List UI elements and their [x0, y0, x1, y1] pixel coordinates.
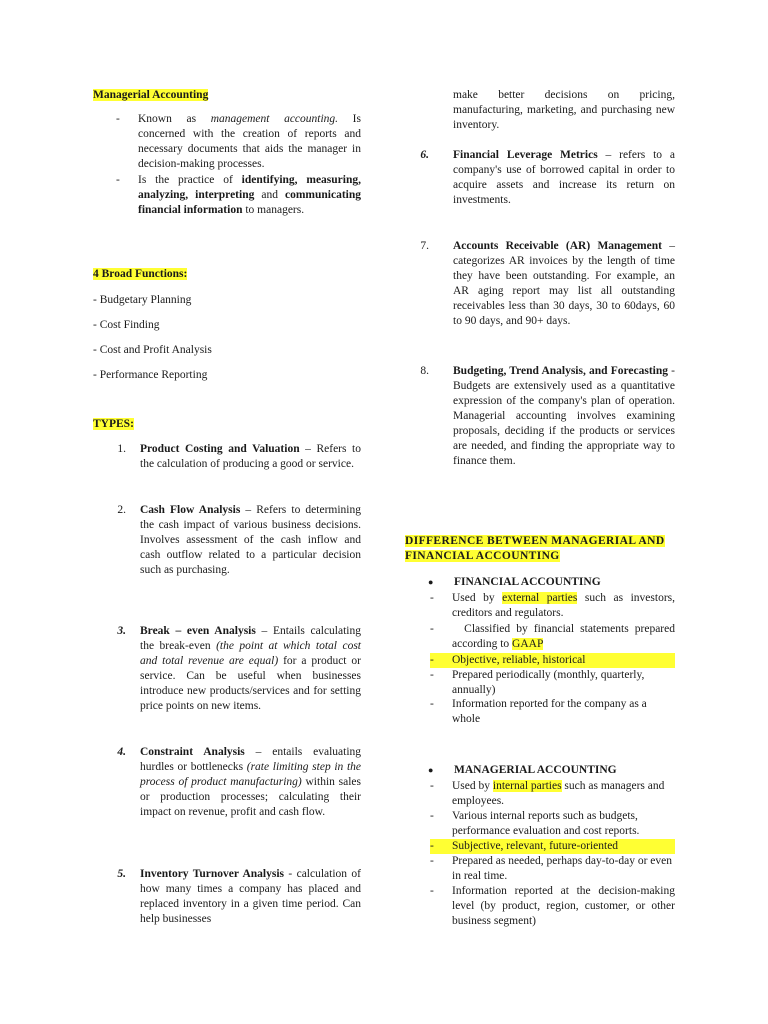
type-item-2 [102, 503, 361, 578]
item-pre: Used by [452, 780, 493, 792]
item-text: Information reported at the decision-making level (by product, region, customer, or other business segment) [452, 885, 675, 927]
managerial-item-2 [430, 809, 675, 839]
dash-marker: - [430, 654, 434, 666]
types-heading [93, 417, 134, 432]
item-text: Prepared as needed, perhaps day-to-day or even in real time. [452, 855, 672, 882]
managerial-title: MANAGERIAL ACCOUNTING [454, 764, 617, 776]
item-post: such as investors, creditors and regulators. [452, 592, 676, 619]
dash-marker: - [430, 592, 434, 604]
managerial-item-3 [430, 839, 675, 854]
item-pre: Used by [452, 592, 503, 604]
type-item-5 [102, 867, 361, 927]
type-title: Cash Flow Analysis [140, 504, 241, 516]
type-number: 7. [420, 240, 429, 252]
type-number: 3. [117, 625, 126, 637]
intro-item-2 [116, 173, 361, 218]
item-pre: Classified by financial statements prepared according to [452, 623, 678, 650]
item-highlight: external parties [502, 592, 578, 604]
type-desc-pre: Entails calculating the break-even [140, 625, 361, 652]
dash-marker: - [430, 840, 434, 852]
type-number: 4. [117, 746, 126, 758]
functions-heading-text: 4 Broad Functions: [93, 268, 188, 280]
intro-2-bold2: communicating financial information [138, 189, 361, 216]
dash-marker: - [116, 113, 120, 125]
item-text: Various internal reports such as budgets, performance evaluation and cost reports. [452, 810, 640, 837]
dash-marker: - [430, 698, 434, 710]
function-item: - Budgetary Planning [93, 294, 192, 306]
financial-item-1 [430, 591, 675, 621]
dash-marker: - [430, 855, 434, 867]
type-desc-pre: entails evaluating hurdles or bottlenecks [140, 746, 362, 773]
type-number: 2. [117, 504, 126, 516]
difference-heading-text: DIFFERENCE BETWEEN MANAGERIAL AND FINANCIAL ACCOUNTING [405, 535, 665, 562]
dash-marker: - [430, 780, 434, 792]
type-title: Break – even Analysis [140, 625, 256, 637]
intro-2-mid: and [254, 189, 285, 201]
heading-managerial-accounting [93, 88, 208, 103]
function-item: - Cost Finding [93, 319, 160, 331]
item-text: Prepared periodically (monthly, quarterly, annually) [452, 669, 645, 696]
functions-heading [93, 267, 187, 282]
type-desc-em: (the point at which total cost and total revenue are equal) [140, 640, 361, 667]
type-item-8 [405, 364, 675, 469]
type-number: 1. [117, 443, 126, 455]
type-title: Financial Leverage Metrics [453, 149, 598, 161]
intro-2-post: to managers. [242, 204, 305, 216]
type-desc: categorizes AR invoices by the length of time they have been outstanding. For example, an AR aging report may list all outstanding receivables less than 30 days, 30 to 60days, 60 to 90 days, and 90+ days. [453, 255, 675, 327]
function-item: - Cost and Profit Analysis [93, 344, 212, 356]
managerial-item-1 [430, 779, 675, 809]
type-number: 8. [420, 365, 429, 377]
dash-marker: - [116, 174, 120, 186]
type-desc: Budgets are extensively used as a quantitative expression of the company's plan of operation. Managerial accounting involves examining proposals, deciding if the products or services are needed, and finding the appropriate way to finance them. [453, 380, 675, 467]
type-sep: – [299, 443, 317, 455]
financial-title: FINANCIAL ACCOUNTING [454, 576, 601, 588]
bullet-icon: ● [428, 577, 434, 587]
type-title: Constraint Analysis [140, 746, 245, 758]
item-highlight: Subjective, relevant, future-oriented [452, 840, 619, 852]
financial-item-4 [430, 668, 675, 698]
intro-2-pre: Is the practice of [138, 174, 242, 186]
managerial-item-4 [430, 854, 675, 884]
type-sep: - [668, 365, 675, 377]
intro-1-em: management accounting. [210, 113, 339, 125]
type-number: 5. [117, 868, 126, 880]
dash-marker: - [430, 623, 434, 635]
financial-item-2 [430, 622, 678, 652]
financial-item-5 [430, 697, 675, 727]
type-sep: – [597, 149, 620, 161]
type-desc: refers to a company's use of borrowed capital in order to acquire assets and increase its return on investments. [453, 149, 675, 206]
type-sep: – [240, 504, 257, 516]
item-text: Information reported for the company as a whole [452, 698, 647, 725]
financial-item-3 [430, 653, 675, 668]
type-item-7 [405, 239, 675, 329]
dash-marker: - [430, 885, 434, 897]
managerial-title-row [428, 763, 675, 778]
type-sep: – [661, 240, 676, 252]
type-desc: Refers to the calculation of producing a good or service. [140, 443, 361, 470]
item-post: such as managers and employees. [452, 780, 665, 807]
type-desc: calculation of how many times a company has placed and replaced inventory in a given time period. Can help businesses [140, 868, 361, 925]
item-highlight: internal parties [492, 780, 562, 792]
intro-1-post: Is concerned with the creation of reports and necessary documents that aids the manager in decision-making processes. [138, 113, 361, 170]
dash-marker: - [430, 810, 434, 822]
financial-title-row [428, 575, 675, 590]
type-item-3 [102, 624, 361, 714]
type-sep: – [255, 625, 273, 637]
type-sep: – [244, 746, 273, 758]
dash-marker: - [430, 669, 434, 681]
type-number: 6. [420, 149, 429, 161]
type-title: Inventory Turnover Analysis [140, 868, 285, 880]
type-sep: - [284, 868, 297, 880]
intro-item-1 [116, 112, 361, 172]
types-heading-text: TYPES: [93, 418, 134, 430]
difference-heading [405, 534, 675, 564]
managerial-item-5 [430, 884, 675, 929]
item-highlight: Objective, reliable, historical [452, 654, 586, 666]
type-item-4 [102, 745, 361, 820]
type-item-6 [405, 148, 675, 208]
type-title: Product Costing and Valuation [140, 443, 300, 455]
type-desc-post: within sales or production processes; calculating their impact on revenue, profit and cash flow. [140, 776, 361, 818]
heading-text: Managerial Accounting [93, 89, 209, 101]
type-desc: Refers to determining the cash impact of various business decisions. Involves assessment of the cash inflow and cash outflow related to a particular decision such as purchasing. [140, 504, 361, 576]
function-item: - Performance Reporting [93, 369, 208, 381]
type-title: Budgeting, Trend Analysis, and Forecasting [453, 365, 668, 377]
intro-2-bold: identifying, measuring, analyzing, interpreting [138, 174, 361, 201]
type-title: Accounts Receivable (AR) Management [453, 240, 662, 252]
bullet-icon: ● [428, 765, 434, 775]
continuation-text: make better decisions on pricing, manufacturing, marketing, and purchasing new inventory. [453, 89, 675, 131]
item-highlight: GAAP [512, 638, 544, 650]
type-desc-em: (rate limiting step in the process of product manufacturing) [140, 761, 361, 788]
type-desc-post: for a product or service. Can be useful when businesses introduce new products/services and for setting price points on new items. [140, 655, 361, 712]
intro-1-pre: Known as [138, 113, 211, 125]
type-item-1 [102, 442, 361, 472]
